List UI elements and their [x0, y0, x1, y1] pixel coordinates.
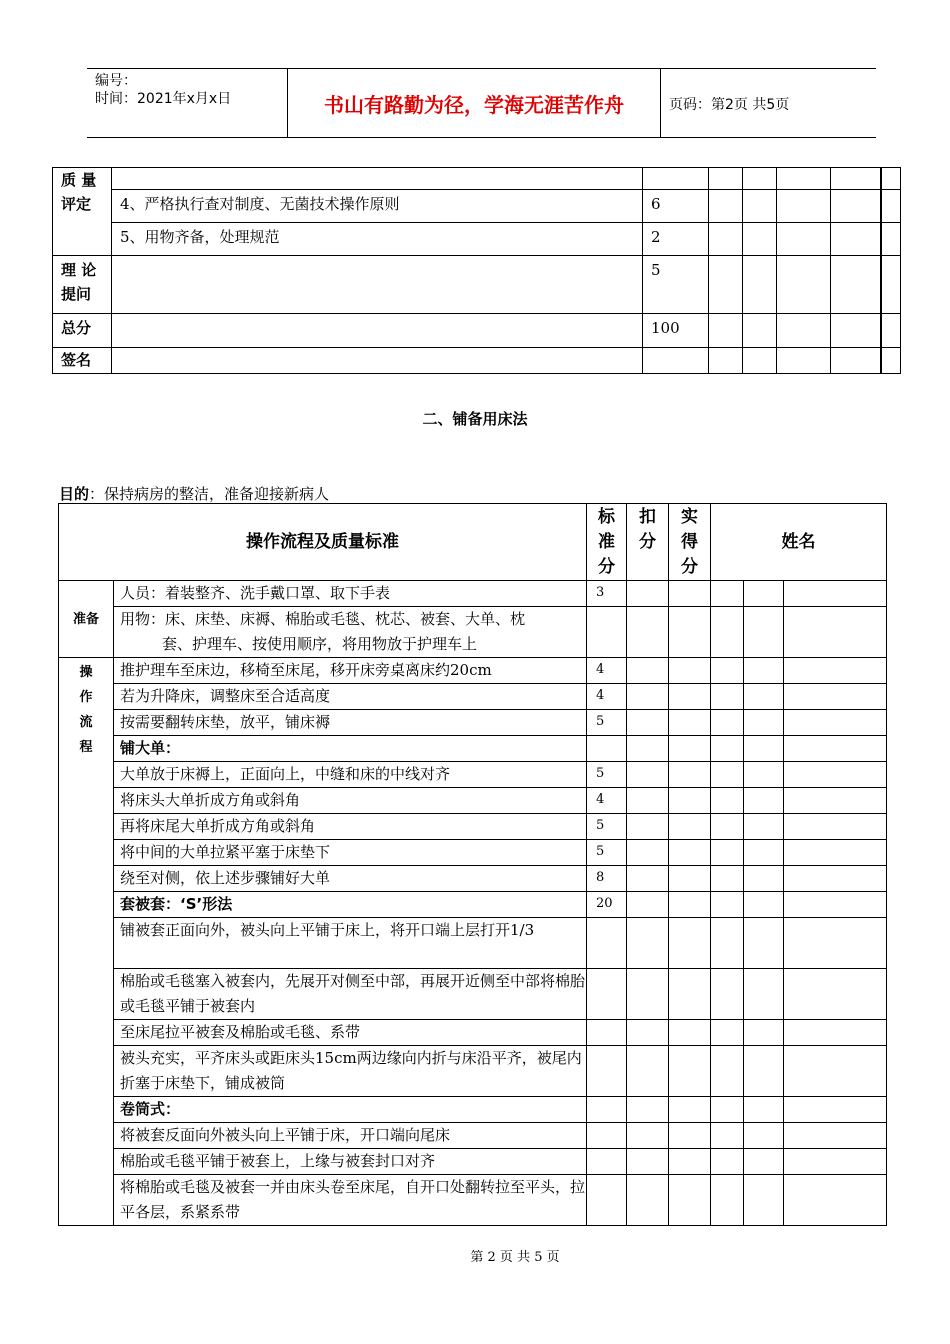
score-cell: 5: [587, 814, 627, 840]
header-actual-score: 实 得 分: [669, 504, 711, 581]
table-cell: 4、严格执行查对制度、无菌技术操作原则: [112, 190, 643, 223]
table-row: 将被套反面向外被头向上平铺于床，开口端向尾床: [114, 1123, 587, 1149]
header-main: 操作流程及质量标准: [59, 504, 587, 581]
score-cell: 5: [587, 762, 627, 788]
score-cell: 5: [587, 710, 627, 736]
score-cell: [587, 1175, 627, 1226]
bed-making-table: [58, 503, 887, 1226]
table-row: 被头充实，平齐床头或距床头15cm两边缘向内折与床沿平齐，被尾内折塞于床垫下，铺成被筒: [114, 1046, 587, 1097]
score-cell: [643, 348, 709, 374]
theory-question-label: 理 论 提问: [53, 256, 112, 314]
document-number: 编号：: [95, 73, 137, 89]
table-row: 用物：床、床垫、床褥、棉胎或毛毯、枕芯、被套、大单、枕 套、护理车、按使用顺序，将用物放于护理车上: [114, 607, 587, 658]
quality-eval-label: 质 量 评定: [53, 168, 112, 256]
table-cell: 5、用物齐备，处理规范: [112, 223, 643, 256]
score-cell: 20: [587, 892, 627, 918]
score-cell: [587, 1020, 627, 1046]
signature-label: 签名: [53, 348, 112, 374]
table-row: 人员：着装整齐、洗手戴口罩、取下手表: [114, 581, 587, 607]
score-cell: 4: [587, 684, 627, 710]
score-cell: [643, 168, 709, 190]
score-cell: [587, 736, 627, 762]
table-row: 铺被套正面向外，被头向上平铺于床上，将开口端上层打开1/3: [114, 918, 587, 969]
subheading-row: 铺大单：: [114, 736, 587, 762]
document-date: 时间：2021年x月x日: [95, 91, 232, 107]
score-cell: [587, 607, 627, 658]
header-name: 姓名: [711, 504, 887, 581]
score-cell: [587, 1123, 627, 1149]
score-cell: 8: [587, 866, 627, 892]
purpose-label: 目的: [59, 485, 90, 503]
table-cell: [112, 348, 643, 374]
flow-section-label: 操 作 流 程: [59, 658, 114, 1226]
score-cell: [587, 1046, 627, 1097]
header-meta: [87, 69, 288, 137]
subheading-row: 卷筒式：: [114, 1097, 587, 1123]
score-cell: 6: [643, 190, 709, 223]
table-row: 若为升降床，调整床至合适高度: [114, 684, 587, 710]
score-cell: [587, 1097, 627, 1123]
table-row: 棉胎或毛毯塞入被套内，先展开对侧至中部，再展开近侧至中部将棉胎或毛毯平铺于被套内: [114, 969, 587, 1020]
score-cell: 5: [643, 256, 709, 314]
header-page-number: 页码：第2页 共5页: [669, 97, 790, 113]
score-cell: 3: [587, 581, 627, 607]
score-cell: 4: [587, 658, 627, 684]
score-cell: [587, 1149, 627, 1175]
total-label: 总分: [53, 314, 112, 348]
table-cell: [112, 256, 643, 314]
table-row: 棉胎或毛毯平铺于被套上，上缘与被套封口对齐: [114, 1149, 587, 1175]
subheading-row: 套被套：‘S’形法: [114, 892, 587, 918]
header-standard-score: 标 准 分: [587, 504, 627, 581]
score-cell: 4: [587, 788, 627, 814]
table-row: 将床头大单折成方角或斜角: [114, 788, 587, 814]
score-cell: [587, 969, 627, 1020]
table-row: 大单放于床褥上，正面向上，中缝和床的中线对齐: [114, 762, 587, 788]
page-footer: 第 2 页 共 5 页: [470, 1250, 560, 1265]
score-cell: 5: [587, 840, 627, 866]
table-row: 推护理车至床边，移椅至床尾，移开床旁桌离床约20cm: [114, 658, 587, 684]
score-cell: 2: [643, 223, 709, 256]
header-motto: 书山有路勤为径，学海无涯苦作舟: [288, 69, 661, 137]
table-row: 将棉胎或毛毯及被套一并由床头卷至床尾，自开口处翻转拉至平头，拉平各层，系紧系带: [114, 1175, 587, 1226]
evaluation-table-continued: [52, 167, 901, 374]
table-row: 按需要翻转床垫，放平，铺床褥: [114, 710, 587, 736]
table-row: 再将床尾大单折成方角或斜角: [114, 814, 587, 840]
score-cell: [587, 918, 627, 969]
table-row: 绕至对侧，依上述步骤铺好大单: [114, 866, 587, 892]
header-deduction: 扣 分: [627, 504, 669, 581]
purpose-line: [59, 483, 329, 504]
table-cell: [112, 168, 643, 190]
table-row: 至床尾拉平被套及棉胎或毛毯、系带: [114, 1020, 587, 1046]
purpose-text: ：保持病房的整洁，准备迎接新病人: [89, 485, 330, 503]
prep-section-label: 准备: [59, 581, 114, 658]
table-row: 将中间的大单拉紧平塞于床垫下: [114, 840, 587, 866]
table-cell: [112, 314, 643, 348]
score-cell: 100: [643, 314, 709, 348]
section-title: 二、铺备用床法: [422, 410, 528, 428]
page-header: [87, 68, 876, 138]
